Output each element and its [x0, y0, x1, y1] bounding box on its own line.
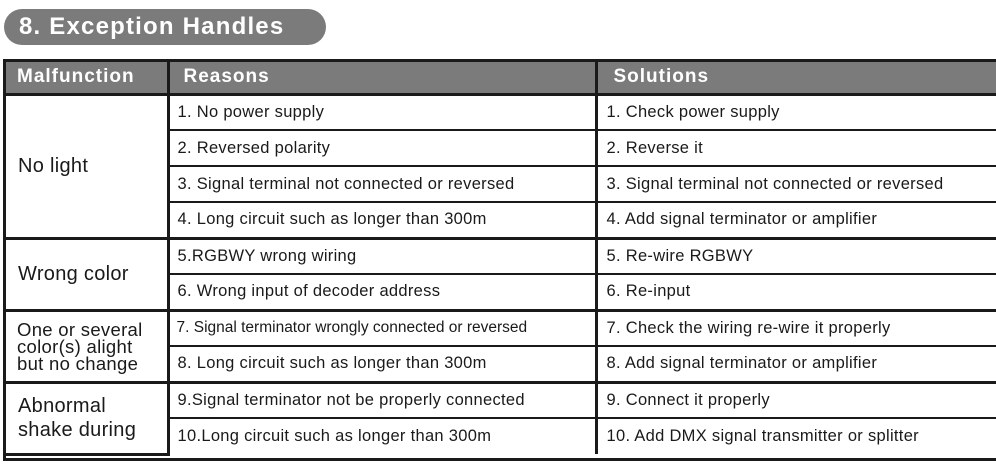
solution-cell: 5. Re-wire RGBWY — [596, 238, 996, 274]
solution-cell: 1. Check power supply — [596, 94, 996, 130]
malfunction-text-line: shake during — [18, 419, 137, 441]
solution-cell: 6. Re-input — [596, 274, 996, 310]
malfunction-cell — [6, 382, 168, 454]
malfunction-text: No light — [18, 154, 89, 177]
header-reasons: Reasons — [168, 62, 596, 94]
malfunction-text-line: but no change — [17, 352, 139, 374]
table-header-row — [6, 62, 996, 94]
malfunction-cell — [6, 238, 168, 310]
solution-cell: 10. Add DMX signal transmitter or splitter — [596, 418, 996, 454]
table-row — [6, 238, 996, 274]
reason-cell: 7. Signal terminator wrongly connected or reversed — [168, 310, 596, 346]
reason-cell: 2. Reversed polarity — [168, 130, 596, 166]
header-malfunction: Malfunction — [6, 62, 168, 94]
reason-cell: 8. Long circuit such as longer than 300m — [168, 346, 596, 382]
solution-cell: 9. Connect it properly — [596, 382, 996, 418]
reason-cell: 5.RGBWY wrong wiring — [168, 238, 596, 274]
malfunction-text-line: color(s) alight — [17, 335, 133, 357]
header-solutions: Solutions — [596, 62, 996, 94]
reason-cell: 4. Long circuit such as longer than 300m — [168, 202, 596, 238]
malfunction-text: Wrong color — [18, 262, 129, 285]
malfunction-cell — [6, 310, 168, 382]
solution-cell: 7. Check the wiring re-wire it properly — [596, 310, 996, 346]
malfunction-text-line: One or several — [17, 318, 143, 340]
exception-table-frame — [3, 59, 996, 461]
solution-cell: 8. Add signal terminator or amplifier — [596, 346, 996, 382]
reason-cell: 6. Wrong input of decoder address — [168, 274, 596, 310]
reason-cell: 9.Signal terminator not be properly connected — [168, 382, 596, 418]
malfunction-text-line: Abnormal — [18, 395, 106, 417]
malfunction-cell — [6, 94, 168, 238]
solution-cell: 4. Add signal terminator or amplifier — [596, 202, 996, 238]
table-row — [6, 382, 996, 418]
reason-cell: 3. Signal terminal not connected or reversed — [168, 166, 596, 202]
solution-cell: 3. Signal terminal not connected or reversed — [596, 166, 996, 202]
table-row — [6, 94, 996, 130]
table-row — [6, 310, 996, 346]
exception-table — [6, 62, 996, 456]
section-title-banner — [4, 9, 326, 45]
reason-cell: 1. No power supply — [168, 94, 596, 130]
section-title: 8. Exception Handles — [19, 13, 285, 40]
reason-cell: 10.Long circuit such as longer than 300m — [168, 418, 596, 454]
solution-cell: 2. Reverse it — [596, 130, 996, 166]
